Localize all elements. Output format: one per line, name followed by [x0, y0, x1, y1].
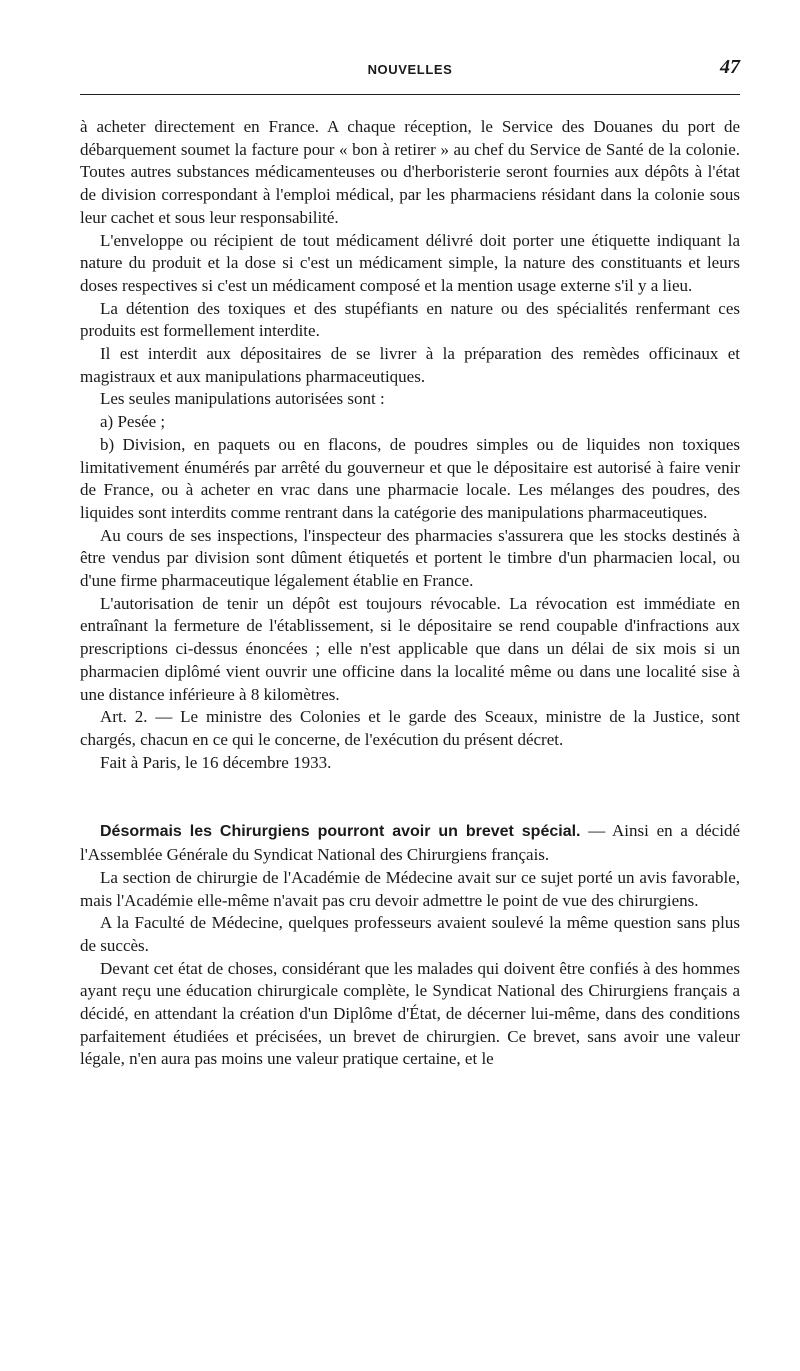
article-paragraph-faculty: A la Faculté de Médecine, quelques professeurs avaient soulevé la même question sans plus de succès.: [80, 913, 740, 955]
article-heading: Désormais les Chirurgiens pourront avoir un brevet spécial.: [100, 823, 581, 841]
list-item-a: a) Pesée ;: [100, 412, 166, 432]
paragraph-inspection: Au cours de ses inspections, l'inspecteur des pharmacies s'assurera que les stocks destinés à être vendus par division sont dûment étiquetés et portent le timbre d'un pharmacien local, ou d'une firme pharmaceutique légalement établie en France.: [80, 525, 740, 591]
article-intro: — Ainsi en a décidé l'Assemblée Générale du Syndicat National des Chirurgiens français.: [80, 821, 740, 865]
running-head: NOUVELLES: [367, 62, 453, 77]
paragraph-date: Fait à Paris, le 16 décembre 1933.: [100, 752, 332, 772]
paragraph-label: L'enveloppe ou récipient de tout médicament délivré doit porter une étiquette indiquant la nature du produit et la dose si c'est un médicament simple, la nature des constituants et leurs doses respectives si c'est un médicament composé et la mention usage externe s'il y a lieu.: [80, 230, 740, 295]
paragraph-manipulations: Les seules manipulations autorisées sont :: [100, 389, 385, 409]
article-heading-paragraph: [80, 820, 740, 866]
article-paragraph-syndicate: Devant cet état de choses, considérant que les malades qui doivent être confiés à des hommes ayant reçu une éducation chirurgicale complète, le Syndicat National des Chirurgiens français a décidé, en attendant la création d'un Diplôme d'État, de décerner lui-même, dans des conditions parfaitement étudiées et précisées, un brevet de chirurgien. Ce brevet, sans avoir une valeur légale, n'en aura pas moins une valeur pratique certaine, et le: [80, 958, 740, 1069]
paragraph-article-2: Art. 2. — Le ministre des Colonies et le garde des Sceaux, ministre de la Justice, sont chargés, chacun en ce qui le concerne, de l'exécution du présent décret.: [80, 707, 740, 749]
body-text: [80, 116, 740, 1071]
header-rule: [80, 94, 740, 95]
paragraph-revocation: L'autorisation de tenir un dépôt est toujours révocable. La révocation est immédiate en entraînant la fermeture de l'établissement, si le dépositaire se rend coupable d'infractions aux prescriptions ci-dessus énoncées ; elle n'est applicable que dans un délai de six mois si un pharmacien diplômé vient ouvrir une officine dans la localité même ou dans une localité sise à une distance inférieure à 8 kilomètres.: [80, 593, 740, 704]
article-paragraph-academy: La section de chirurgie de l'Académie de Médecine avait sur ce sujet porté un avis favorable, mais l'Académie elle-même n'avait pas cru devoir admettre le point de vue des chirurgiens.: [80, 867, 740, 910]
page-header: [80, 56, 740, 82]
paragraph-toxics: La détention des toxiques et des stupéfiants en nature ou des spécialités renfermant ces produits est formellement interdite.: [80, 298, 740, 341]
page-number: 47: [720, 56, 740, 78]
paragraph-prohibition: Il est interdit aux dépositaires de se livrer à la préparation des remèdes officinaux et magistraux et aux manipulations pharmaceutiques.: [80, 344, 740, 386]
list-item-b: b) Division, en paquets ou en flacons, de poudres simples ou de liquides non toxiques limitativement énumérés par arrêté du gouverneur et que le dépositaire est autorisé à faire venir de France, ou à acheter en vrac dans une pharmacie locale. Les mélanges des poudres, des liquides sont interdits comme rentrant dans la catégorie des manipulations pharmaceutiques.: [80, 434, 740, 522]
paragraph-continued: à acheter directement en France. A chaque réception, le Service des Douanes du port de débarquement soumet la facture pour « bon à retirer » au chef du Service de Santé de la colonie. Toutes autres substances médicamenteuses ou d'herboristerie seront fournies aux dépôts à l'état de division correspondant à l'emploi médical, par les pharmaciens résidant dans la colonie sous leur cachet et sous leur responsabilité.: [80, 117, 740, 227]
